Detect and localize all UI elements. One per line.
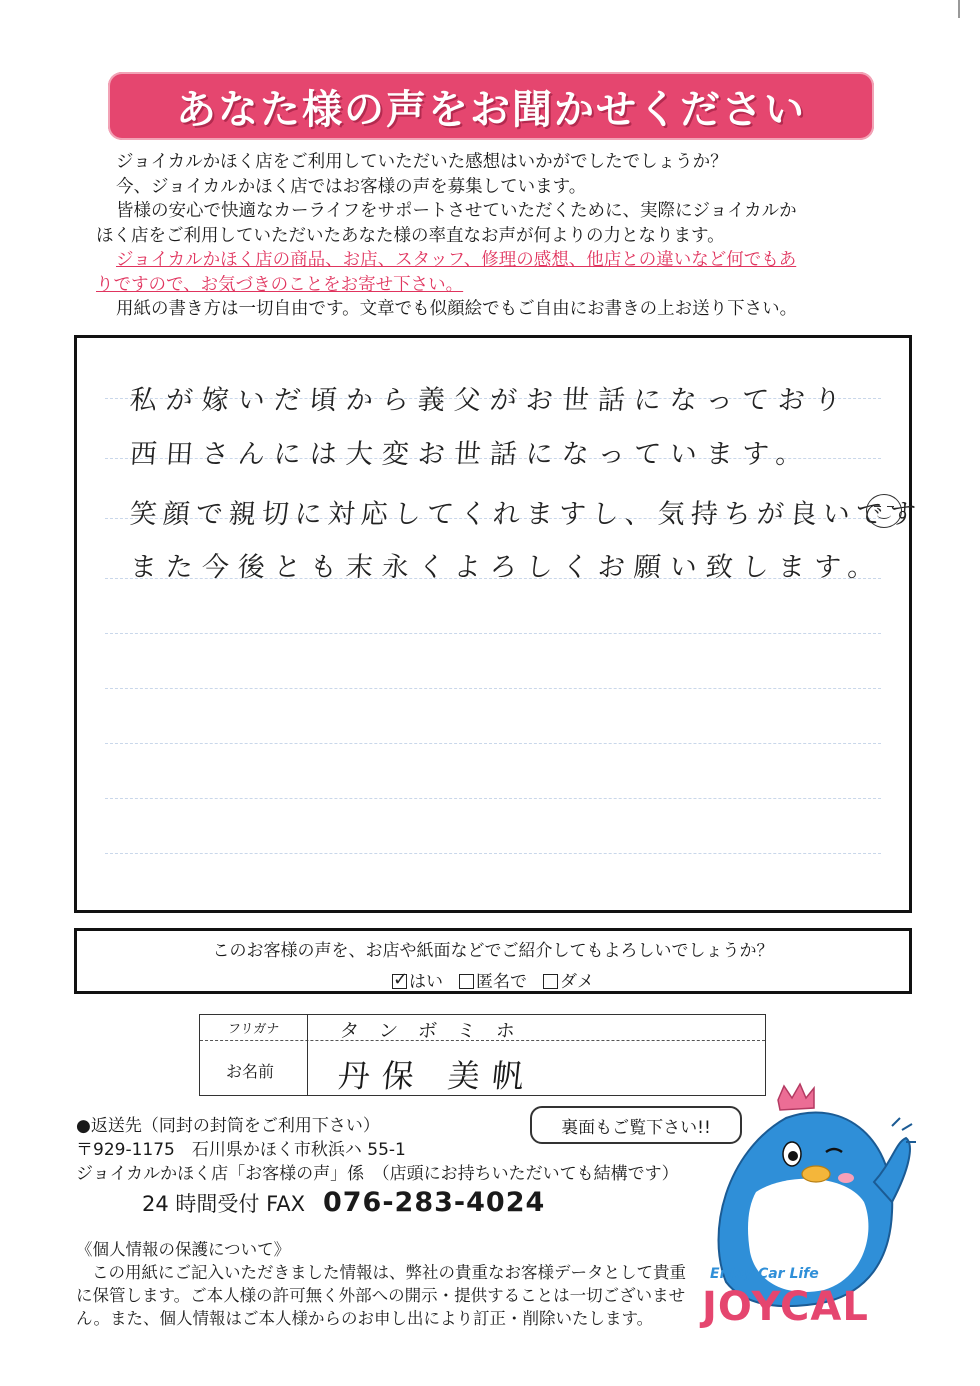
- consent-option-anonymous[interactable]: [459, 967, 527, 992]
- name-label: お名前: [226, 1062, 275, 1081]
- checkbox-icon[interactable]: [543, 974, 558, 989]
- brand-tagline: Enjoy Car Life: [710, 1266, 819, 1282]
- fax-info: [142, 1187, 545, 1218]
- handwritten-line: 笑顔で親切に対応してくれますし、気持ちが良いです: [128, 499, 923, 530]
- name-table: [199, 1014, 766, 1096]
- furigana-label: フリガナ: [227, 1022, 280, 1037]
- handwritten-line: また今後とも末永くよろしくお願い致します。: [128, 552, 885, 583]
- edge-mark: [958, 0, 960, 18]
- checkbox-icon[interactable]: [459, 974, 474, 989]
- address-heading: ●返送先（同封の封筒をご利用下さい）: [76, 1116, 380, 1136]
- page-title: あなた様の声をお聞かせください: [176, 86, 806, 133]
- ruled-line: [105, 688, 881, 689]
- consent-option-no[interactable]: [543, 967, 594, 992]
- message-box: [74, 335, 912, 913]
- consent-option-label: ダメ: [560, 972, 594, 992]
- consent-question: このお客様の声を、お店や紙面などでご紹介してもよろしいでしょうか？: [212, 941, 774, 961]
- privacy-line: この用紙にご記入いただきました情報は、弊社の貴重なお客様データとして貴重: [92, 1263, 686, 1282]
- privacy-heading: 《個人情報の保護について》: [76, 1240, 291, 1259]
- handwritten-line: 西田さんには大変お世話になっています。: [128, 439, 813, 470]
- privacy-line: ん。また、個人情報はご本人様からのお申し出により訂正・削除いたします。: [76, 1309, 654, 1328]
- ruled-line: [105, 853, 881, 854]
- name-field[interactable]: 丹保 美帆: [335, 1057, 538, 1095]
- ruled-line: [105, 633, 881, 634]
- consent-box: [74, 928, 912, 994]
- fax-number: 076-283-4024: [322, 1187, 546, 1218]
- page-title-banner: [108, 72, 874, 140]
- furigana-field[interactable]: タンボミホ: [338, 1020, 537, 1042]
- table-divider: [307, 1015, 308, 1095]
- intro-highlight-line: りですので、お気づきのことをお寄せ下さい。: [96, 274, 464, 295]
- intro-line: 皆様の安心で快適なカーライフをサポートさせていただくために、実際にジョイカルか: [116, 201, 797, 221]
- brand-logo: JOYCAL: [702, 1284, 869, 1330]
- consent-option-yes[interactable]: [392, 967, 443, 992]
- penguin-mascot-icon: [696, 1082, 922, 1344]
- privacy-notice: [76, 1238, 696, 1330]
- address-line: 〒929-1175 石川県かほく市秋浜ハ 55-1: [76, 1140, 406, 1160]
- speech-bubble-text: 裏面もご覧下さい!!: [561, 1117, 711, 1138]
- intro-text: [96, 150, 896, 322]
- intro-highlight-line: ジョイカルかほく店の商品、お店、スタッフ、修理の感想、他店との違いなど何でもあ: [116, 250, 797, 270]
- consent-option-label: 匿名で: [476, 972, 527, 992]
- intro-line: ほく店をご利用していただいたあなた様の率直なお声が何よりの力となります。: [96, 225, 725, 246]
- checkbox-checked-icon[interactable]: [392, 974, 407, 989]
- privacy-line: に保管します。ご本人様の許可無く外部への開示・提供することは一切ございませ: [76, 1286, 686, 1305]
- ruled-line: [105, 798, 881, 799]
- intro-line: 用紙の書き方は一切自由です。文章でも似顔絵でもご自由にお書きの上お送り下さい。: [116, 299, 798, 319]
- consent-option-label: はい: [409, 972, 443, 992]
- smiley-drawing-icon: [866, 494, 902, 528]
- consent-options: [77, 967, 909, 992]
- fax-label: 24 時間受付 FAX: [142, 1192, 305, 1216]
- intro-line: 今、ジョイカルかほく店ではお客様の声を募集しています。: [116, 176, 587, 197]
- intro-line: ジョイカルかほく店をご利用していただいた感想はいかがでしたでしょうか？: [116, 152, 728, 172]
- handwritten-line: 私が嫁いだ頃から義父がお世話になっており: [128, 385, 851, 416]
- ruled-line: [105, 743, 881, 744]
- address-line: ジョイカルかほく店「お客様の声」係 （店頭にお持ちいただいても結構です）: [76, 1164, 679, 1184]
